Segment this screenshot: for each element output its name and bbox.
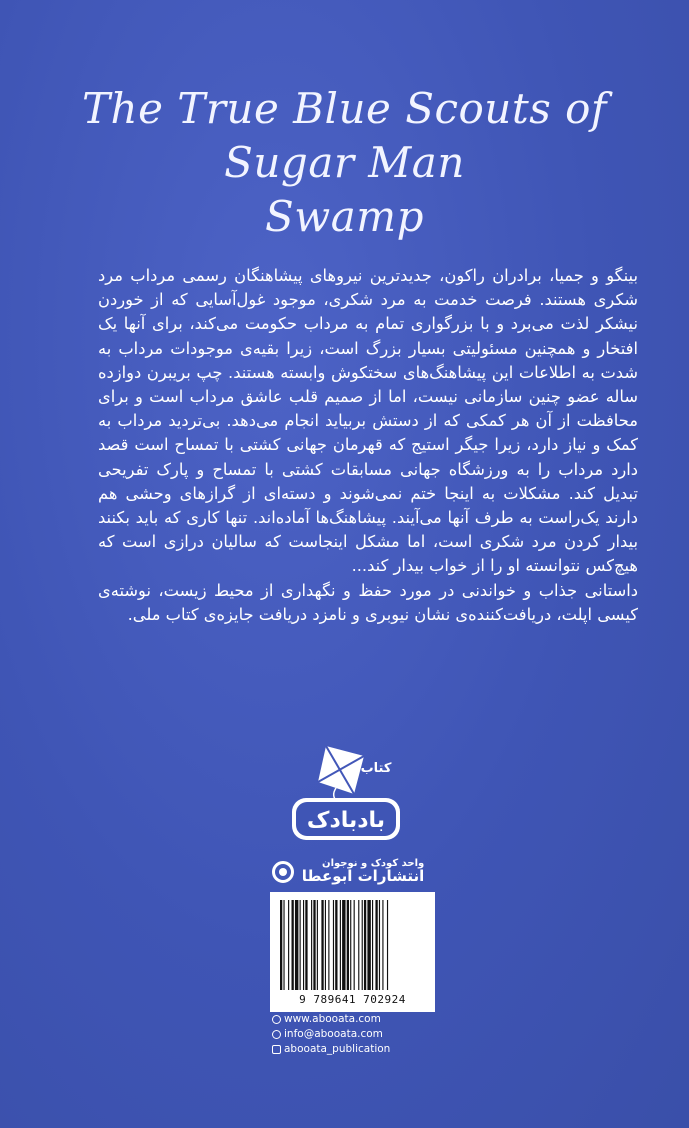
- barcode-label: [270, 892, 435, 1012]
- title-line-2: Sugar Man: [224, 138, 465, 187]
- title-line-3: Swamp: [265, 192, 424, 241]
- publisher-brand: [268, 852, 428, 892]
- instagram-text: abooata_publication: [284, 1043, 391, 1055]
- blurb: [98, 264, 638, 627]
- logo-big-label: بادبادک: [306, 808, 386, 833]
- title-line-1: The True Blue Scouts of: [82, 84, 607, 133]
- publisher-logo-icon: [272, 861, 294, 883]
- at-sign-icon: [272, 1030, 281, 1039]
- website-row: [272, 1012, 472, 1027]
- isbn-number: 9 789641 702924: [299, 993, 406, 1006]
- instagram-icon: [272, 1045, 281, 1054]
- publisher-subtitle: واحد کودک و نوجوان: [322, 857, 425, 869]
- instagram-row: [272, 1042, 472, 1057]
- barcode: [276, 900, 429, 992]
- publisher-contacts: [272, 1012, 472, 1057]
- website-text: www.abooata.com: [284, 1013, 381, 1025]
- book-title: [0, 82, 689, 244]
- kite-book-logo: [268, 742, 424, 846]
- publisher-name: انتشارات ابوعطا: [301, 867, 425, 886]
- blurb-paragraph-2: داستانی جذاب و خواندنی در مورد حفظ و نگهداری از محیط زیست، نوشته‌ی کیسی اپلت، دریافت‌کننده‌ی نشان نیوبری و نامزد دریافت جایزه‌ی کتاب ملی.: [98, 580, 638, 624]
- logo-small-label: کتاب: [360, 761, 392, 776]
- globe-icon: [272, 1015, 281, 1024]
- email-row: [272, 1027, 472, 1042]
- email-text: info@abooata.com: [284, 1028, 383, 1040]
- blurb-paragraph-1: بینگو و جمیا، برادران راکون، جدیدترین نیروهای پیشاهنگان رسمی مرداب مرد شکری هستند. فرصت خدمت به مرد شکری، موجود غول‌آسایی که از خوردن نیشکر لذت می‌برد و با بزرگواری تمام به مرداب حکومت می‌کند، برای آنها یک افتخار و همچنین مسئولیتی بسیار بزرگ است، زیرا بقیه‌ی موجودات مرداب به شدت به اطلاعات این پیشاهنگ‌های سختکوش وابسته هستند. چپ بریبرن دوازده ساله عضو چنین سازمانی نیست، اما از صمیم قلب عاشق مرداب است و برای محافظت از آن هر کمکی که از دستش بربیاید انجام می‌دهد. بی‌تردید مرداب به کمک و نیاز دارد، زیرا جیگر استیج که قهرمان جهانی کشتی با تمساح است قصد دارد مرداب را به ورزشگاه جهانی مسابقات کشتی با تمساح و پارک تفریحی تبدیل کند. مشکلات به اینجا ختم نمی‌شوند و دسته‌ای از گرازهای وحشی هم دارند یک‌راست به طرف آنها می‌آیند. پیشاهنگ‌ها آماده‌اند. تنها کاری که باید بکنند بیدار کردن مرد شکری است، اما مشکل اینجاست که سالیان درازی است که هیچ‌کس نتوانسته او را از خواب بیدار کند...: [98, 266, 638, 576]
